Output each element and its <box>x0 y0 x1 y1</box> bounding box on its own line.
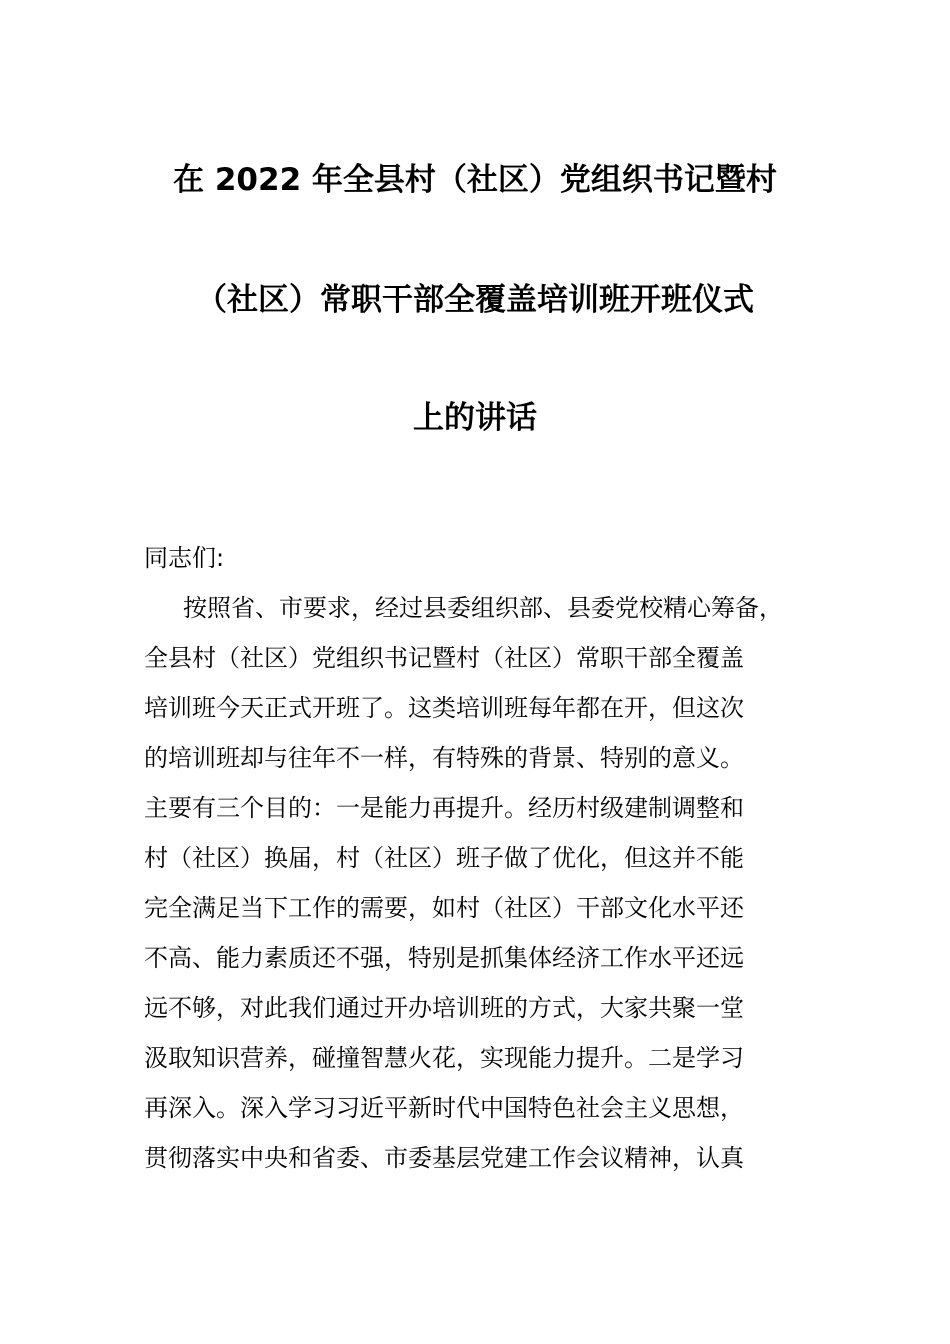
title-line-2: （社区）常职干部全覆盖培训班开班仪式 <box>196 282 754 318</box>
body-line-11: 再深入。深入学习习近平新时代中国特色社会主义思想， <box>144 1094 744 1122</box>
body-line-3: 培训班今天正式开班了。这类培训班每年都在开，但这次 <box>144 694 744 722</box>
title-line-3: 上的讲话 <box>413 400 537 436</box>
body-line-10: 汲取知识营养，碰撞智慧火花，实现能力提升。二是学习 <box>144 1044 744 1072</box>
body-line-6: 村（社区）换届，村（社区）班子做了优化，但这并不能 <box>144 844 744 872</box>
body-line-7: 完全满足当下工作的需要，如村（社区）干部文化水平还 <box>144 894 744 922</box>
title-line-1: 在 2022 年全县村（社区）党组织书记暨村 <box>173 162 777 198</box>
body-line-2: 全县村（社区）党组织书记暨村（社区）常职干部全覆盖 <box>144 644 744 672</box>
body-line-1: 按照省、市要求，经过县委组织部、县委党校精心筹备， <box>183 594 783 622</box>
body-line-9: 远不够，对此我们通过开办培训班的方式，大家共聚一堂 <box>144 994 744 1022</box>
body-line-12: 贯彻落实中央和省委、市委基层党建工作会议精神，认真 <box>144 1144 744 1172</box>
salutation: 同志们: <box>144 544 225 572</box>
body-line-5: 主要有三个目的：一是能力再提升。经历村级建制调整和 <box>144 794 744 822</box>
body-line-4: 的培训班却与往年不一样，有特殊的背景、特别的意义。 <box>144 744 744 772</box>
body-line-8: 不高、能力素质还不强，特别是抓集体经济工作水平还远 <box>144 944 744 972</box>
